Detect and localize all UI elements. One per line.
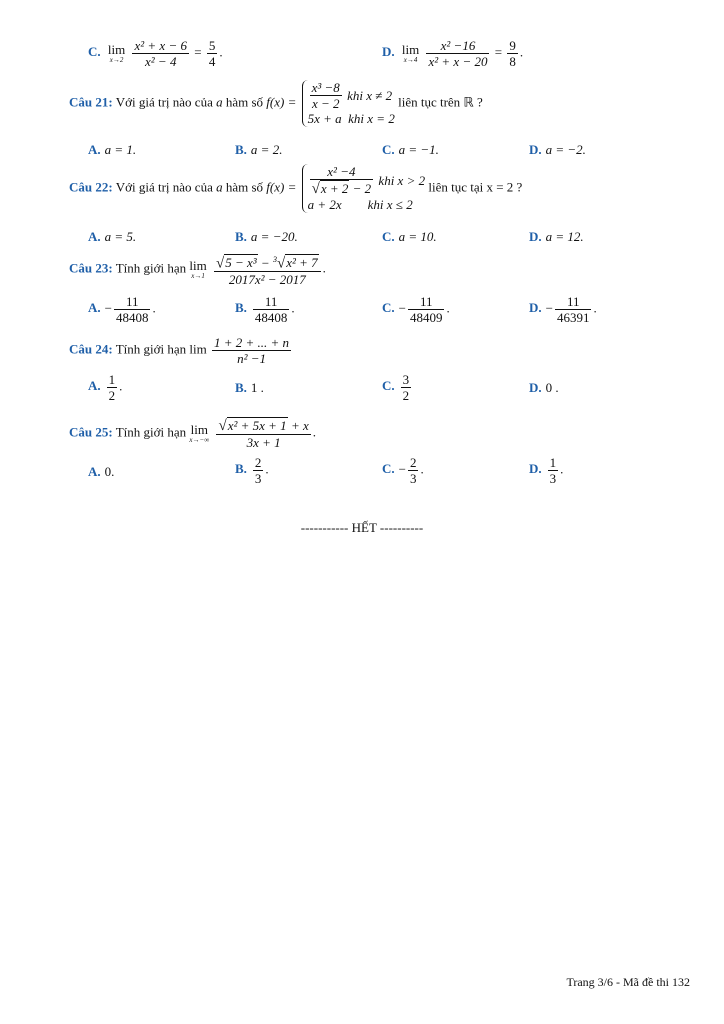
fraction: $\frac{1 + 2 + ... + n}{\text{n² −1}}$ — [213, 335, 290, 366]
q24-option-b[interactable]: B. 1 . — [235, 380, 264, 395]
fraction: $\frac{\text{x² + x − 6}}{\text{x² − 4}}$ — [134, 38, 187, 69]
q21-option-a[interactable]: A. a = 1. — [88, 142, 137, 157]
q24-option-a[interactable]: A. $\frac{1}{2}$ . — [88, 372, 123, 403]
option-label: C. — [88, 44, 101, 60]
q23-option-b[interactable]: B. $\frac{11}{48408}$ . — [235, 294, 295, 325]
limit-operator: lim — [189, 341, 207, 357]
question-label: Câu 24: — [69, 341, 113, 357]
fraction: $\frac{\text{x² −16}}{\text{x² + x − 20}}$ — [428, 38, 488, 69]
option-label: D. — [382, 44, 395, 60]
q23-option-c[interactable]: C. − $\frac{11}{48409}$ . — [382, 294, 450, 325]
fraction: $\frac{\text{√x² + 5x + 1 + x}}{3x + 1}$ — [218, 418, 309, 450]
question-22: Câu 22: Với giá trị nào của a hàm số f(x) = $\frac{\text{x² −4}}{√x + 2 - 2}$ khi x > 2 a + 2x khi x ≤ 2 liên tục tại x = 2 ? — [69, 164, 523, 212]
q21-option-d[interactable]: D. a = −2. — [529, 142, 586, 157]
end-of-exam-marker: ----------- HẾT ---------- — [300, 520, 424, 535]
piecewise-function: $\frac{\text{x² −4}}{√x + 2 - 2}$ khi x > 2 a + 2x khi x ≤ 2 — [302, 164, 426, 213]
limit-operator: lim x→4 — [401, 41, 420, 64]
page-footer: Trang 3/6 - Mã đề thi 132 — [566, 975, 690, 989]
q20-option-c[interactable]: C. lim x→2 $\frac{\text{x² + x − 6}}{\text{x² − 4}}$ = $\frac{5}{4}$ . — [88, 38, 223, 69]
fraction-result: $\frac{5}{4}$ — [208, 38, 216, 69]
question-25: Câu 25: Tính giới hạn lim x→−∞ $\frac{\text{√x² + 5x + 1 + x}}{3x + 1}$ . — [69, 418, 316, 450]
question-label: Câu 21: — [69, 94, 113, 110]
q24-option-d[interactable]: D. 0 . — [529, 380, 559, 395]
q21-option-c[interactable]: C. a = −1. — [382, 142, 439, 157]
q22-option-b[interactable]: B. a = −20. — [235, 229, 298, 244]
question-label: Câu 25: — [69, 424, 113, 440]
piecewise-function: $\frac{\text{x³ −8}}{x - 2}$ khi x ≠ 2 5x + a khi x = 2 — [302, 80, 395, 127]
q20-option-d[interactable]: D. lim x→4 $\frac{\text{x² −16}}{\text{x² + x − 20}}$ = $\frac{9}{8}$ . — [382, 38, 524, 69]
q21-option-b[interactable]: B. a = 2. — [235, 142, 283, 157]
q24-option-c[interactable]: C. $\frac{3}{2}$ — [382, 372, 410, 403]
q22-option-a[interactable]: A. a = 5. — [88, 229, 137, 244]
limit-operator: lim x→−∞ — [189, 421, 210, 444]
limit-operator: lim x→2 — [107, 41, 126, 64]
q22-option-d[interactable]: D. a = 12. — [529, 229, 584, 244]
q25-option-a[interactable]: A. 0. — [88, 464, 115, 479]
q23-option-d[interactable]: D. − $\frac{11}{46391}$ . — [529, 294, 597, 325]
question-label: Câu 22: — [69, 179, 113, 195]
fraction: $\frac{√5 - x^3 - ^3√x^2 + 7}{\text{2017x² − 2017}}$ — [214, 252, 321, 287]
q23-option-a[interactable]: A. − $\frac{11}{48408}$ . — [88, 294, 156, 325]
q22-option-c[interactable]: C. a = 10. — [382, 229, 437, 244]
question-23: Câu 23: Tính giới hạn lim x→1 $\frac{√5 - x^3 - ^3√x^2 + 7}{\text{2017x² − 2017}}$ . — [69, 252, 326, 287]
fraction-result: $\frac{9}{8}$ — [509, 38, 516, 69]
question-label: Câu 23: — [69, 260, 113, 276]
q25-option-c[interactable]: C. − $\frac{2}{3}$ . — [382, 455, 424, 486]
q25-option-d[interactable]: D. $\frac{1}{3}$ . — [529, 455, 564, 486]
limit-operator: lim x→1 — [189, 257, 207, 280]
question-21: Câu 21: Với giá trị nào của a hàm số f(x) = $\frac{\text{x³ −8}}{x - 2}$ khi x ≠ 2 5x + a khi x = 2 liên tục trên ℝ ? — [69, 80, 483, 126]
q25-option-b[interactable]: B. $\frac{2}{3}$ . — [235, 455, 269, 486]
question-24: Câu 24: Tính giới hạn lim $\frac{1 + 2 + ... + n}{\text{n² −1}}$ — [69, 335, 290, 366]
